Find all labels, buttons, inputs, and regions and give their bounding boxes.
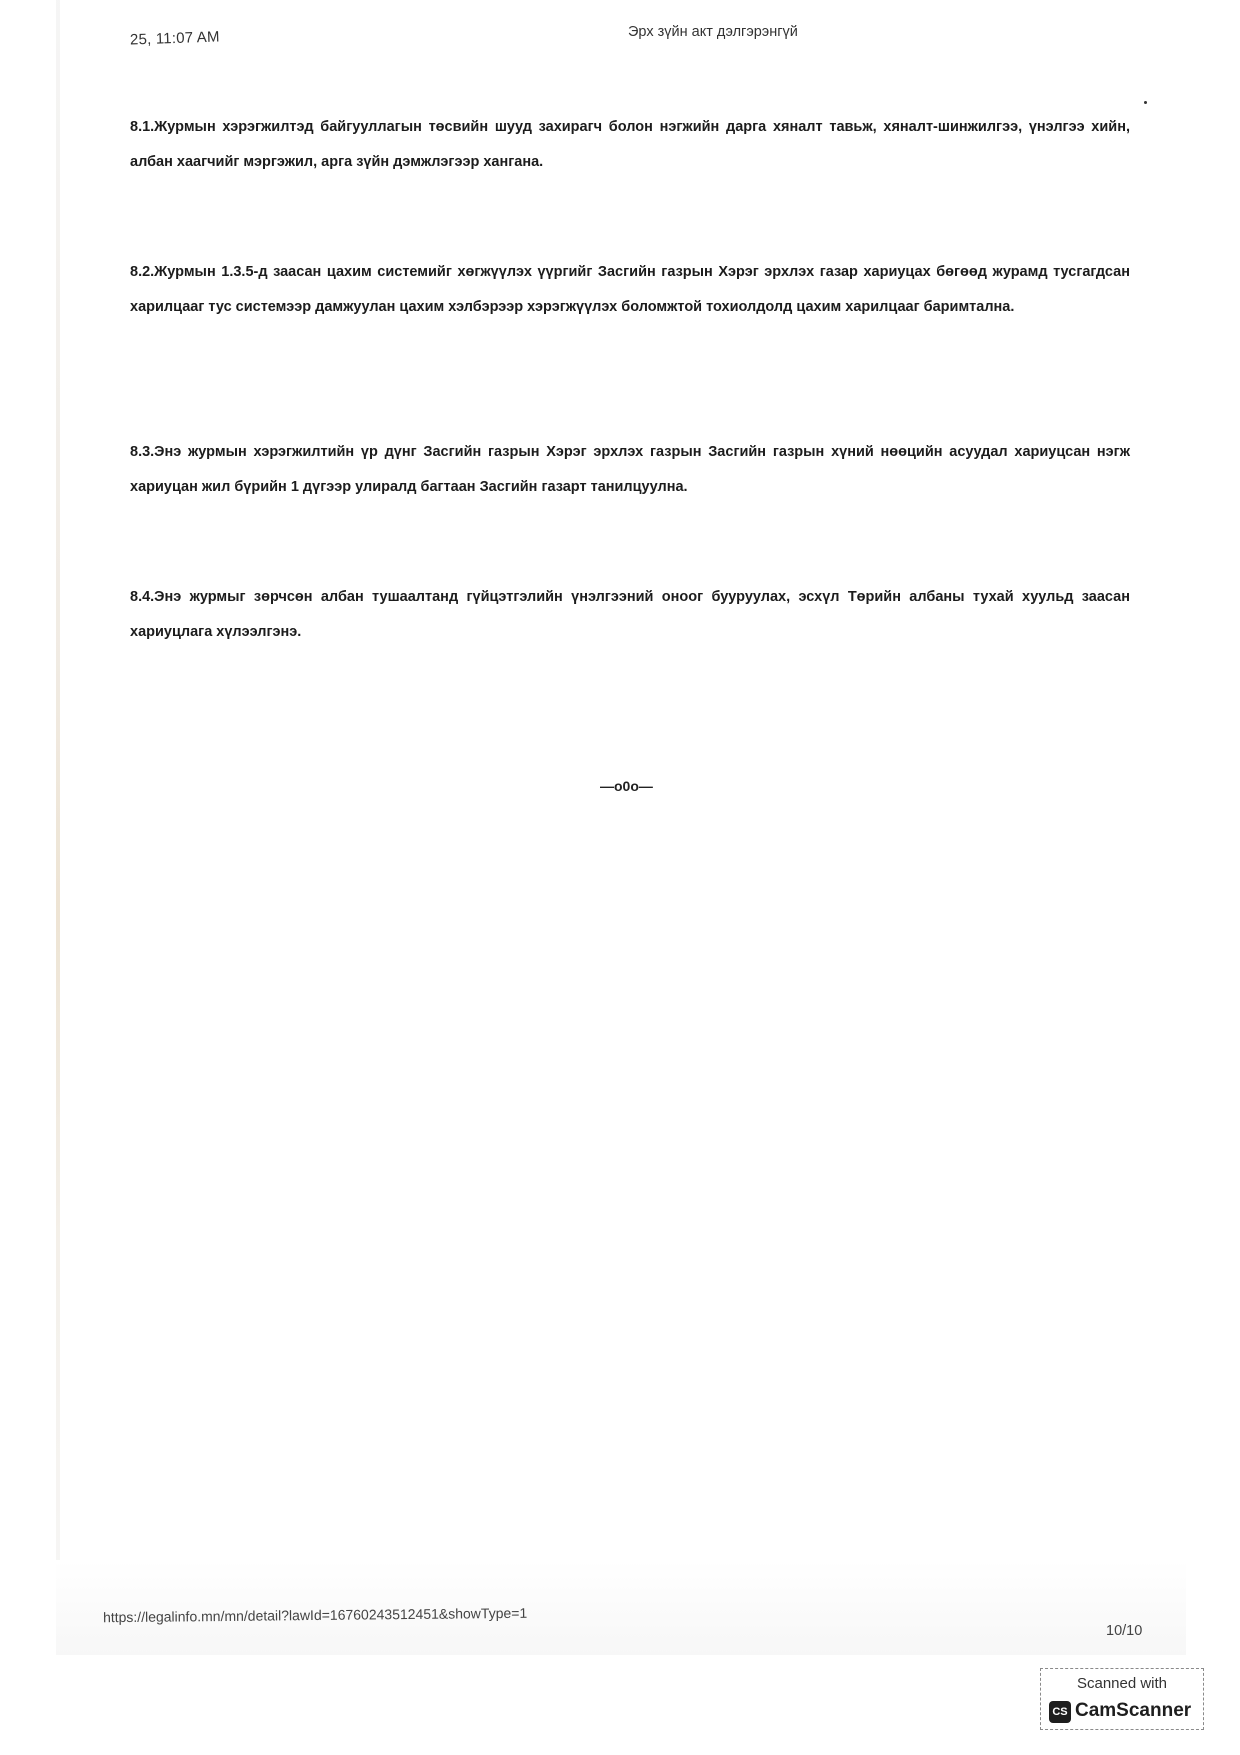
header-page-title: Эрх зүйн акт дэлгэрэнгүй [628, 24, 798, 40]
paragraph-8-2: 8.2.Журмын 1.3.5-д заасан цахим системийг хөгжүүлэх үүргийг Засгийн газрын Хэрэг эрхлэх газар хариуцах бөгөөд журамд тусгагдсан харилцааг тус системээр дамжуулан цахим хэлбэрээр хэрэгжүүлэх боломжтой тохиолдолд цахим харилцааг баримтална. [130, 264, 1130, 315]
document-end-mark: —o0o— [600, 778, 653, 794]
camscanner-logo-icon: CS [1049, 1701, 1071, 1723]
paragraph-8-3: 8.3.Энэ журмын хэрэгжилтийн үр дүнг Засгийн газрын Хэрэг эрхлэх газрын Засгийн газрын хүний нөөцийн асуудал хариуцсан нэгж хариуцан жил бүрийн 1 дүгээр улиралд багтаан Засгийн газарт танилцуулна. [130, 444, 1130, 495]
header-timestamp: 25, 11:07 AM [129, 28, 220, 49]
stray-dot [1144, 101, 1147, 104]
paragraph-8-1: 8.1.Журмын хэрэгжилтэд байгууллагын төсвийн шууд захирагч болон нэгжийн дарга хяналт тавьж, хяналт-шинжилгээ, үнэлгээ хийн, албан хаагчийг мэргэжил, арга зүйн дэмжлэгээр хангана. [130, 119, 1130, 170]
footer-source-url: https://legalinfo.mn/mn/detail?lawId=16760243512451&showType=1 [102, 1604, 528, 1626]
watermark-scanned-with: Scanned with [1076, 1675, 1168, 1692]
page-number: 10/10 [1106, 1623, 1143, 1639]
camscanner-watermark [1040, 1668, 1204, 1730]
paragraph-8-4: 8.4.Энэ журмыг зөрчсөн албан тушаалтанд гүйцэтгэлийн үнэлгээний оноог бууруулах, эсхүл Төрийн албаны тухай хуульд заасан хариуцлага хүлээлгэнэ. [130, 589, 1130, 640]
scan-edge-shadow [56, 0, 60, 1650]
watermark-brand: CamScanner [1075, 1700, 1192, 1721]
